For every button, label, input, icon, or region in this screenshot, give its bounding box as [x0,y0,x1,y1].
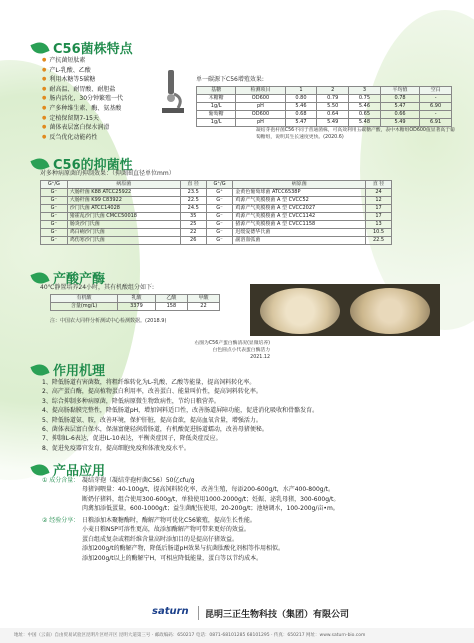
table-row [41,213,392,221]
dosage-lines [82,476,339,514]
table-cell: 35 [180,213,206,221]
table-row [41,189,392,197]
table-cell: 0.79 [317,95,349,103]
section-title-mechanism [32,360,105,379]
experience-line: 蛋白组成复杂或粗纤维含量高时添加目的是提高仔猪效益。 [82,535,239,543]
table-cell: pH [236,103,285,111]
table-cell: 猪源产气荚膜梭菌 A 型 CVCC1158 [233,221,366,229]
experience-lines [82,516,284,563]
section-title-text: 作用机理 [53,364,106,379]
footer-address-bar [0,628,474,643]
table-header-cell: 空白 [420,87,452,95]
table-cell: 5.49 [317,119,349,127]
decomp-table [196,86,452,127]
table-cell: 肠炎沙门氏菌 [67,221,180,229]
mechanism-item: 7、抑制IL-6表达，促进IL-10表达，平衡炎症因子，降低炎症反应。 [42,435,222,443]
table-header-cell: 2 [317,87,349,95]
table-header-row [51,295,220,303]
experience-line: 添加200g/t以上的酶解宁H，可相应降低能量，蛋白等以节约成本。 [82,554,263,562]
table-cell: 大肠杆菌 K99 C83922 [67,197,180,205]
table-cell: 5.46 [285,103,317,111]
experience-line: 小麦日粮NSP可溶性更高，故添加酶解产物可带来更好的效益。 [82,526,250,534]
table-cell: 24.5 [180,205,206,213]
table-header-cell: 病原菌 [233,181,366,189]
dosage-label: ① 成分含量： [42,477,80,484]
section-title-text: 产酸产酶 [53,272,106,287]
table-cell: G⁻ [206,229,233,237]
acid-note: 注：中国农大同样分析测试中心检测数据。(2018.9) [50,318,167,324]
table-cell: 6.91 [420,119,452,127]
table-cell: 5.47 [285,119,317,127]
table-cell: 鸡源产气荚膜梭菌 A 型 CVCC52 [233,197,366,205]
footer-company: 昆明三正生物科技（集团）有限公司 [205,610,350,620]
table-cell: 5.49 [380,119,419,127]
petri-dish-photo [250,284,440,336]
table-cell: 猪霍乱沙门氏菌 CMCC50018 [67,213,180,221]
table-cell: 17 [366,205,392,213]
table-cell: - [420,111,452,119]
feature-item: ● 肠内活化，30分钟繁殖一代 [42,94,192,104]
mechanism-item: 3、综合抑制多种病原菌，降低病原微生物致病性，节约日粮营养。 [42,397,220,405]
table-cell: 0.68 [285,111,317,119]
table-cell: G⁻ [41,237,68,245]
feature-item: ● 菌体表层富白保水润滑 [42,123,192,133]
leaf-icon [30,39,49,56]
table-cell: 含量(mg/L) [51,303,118,311]
table-cell: 3379 [118,303,156,311]
table-row [41,221,392,229]
feature-item: ● 产L-乳酸、乙酸 [42,66,192,76]
table-header-cell: 直 径 [180,181,206,189]
table-cell: 5.47 [380,103,419,111]
table-cell: 0.78 [380,95,419,103]
table-row [41,197,392,205]
table-cell: 副溶血弧菌 [233,237,366,245]
table-cell: 0.75 [349,95,381,103]
mechanism-list [42,378,462,453]
section-title-features [32,38,133,57]
table-cell: 22.5 [366,237,392,245]
table-header-cell: 检测项目 [236,87,285,95]
table-header-cell: 病原菌 [67,181,180,189]
table-cell: 5.46 [349,103,381,111]
feature-item: ● 产抗菌短肽素 [42,56,192,66]
table-row [197,103,452,111]
section-title-text: C56菌株特点 [53,42,133,57]
table-row [51,303,220,311]
table-cell: G⁻ [41,197,68,205]
table-cell: 22 [180,229,206,237]
table-row [41,205,392,213]
table-cell: 0.64 [317,111,349,119]
footer-divider [198,606,199,620]
table-header-row [41,181,392,189]
table-cell: 24 [366,189,392,197]
table-cell: 23.5 [180,189,206,197]
antibac-title: 对多种病原菌的抑制效果：（抑菌圈直径单位mm） [40,170,175,177]
table-cell: G⁻ [206,213,233,221]
decorative-cell-right [360,10,474,330]
feature-item: ● 耐高温、耐胃酸、耐胆盐 [42,85,192,95]
table-header-cell: 3 [349,87,381,95]
mechanism-item: 5、降低肠道氨、胺，改善环境，保护肝脏，提高食欲，提高血氧含量，增强活力。 [42,416,262,424]
table-cell: 鸡伤寒沙门氏菌 [67,237,180,245]
table-header-cell: 平均值 [380,87,419,95]
table-header-row [197,87,452,95]
table-header-cell: 乳酸 [118,295,156,303]
antibac-table [40,180,392,245]
table-cell: OD600 [236,95,285,103]
table-cell: 13 [366,221,392,229]
dosage-line: 母猪饲喂量：40-100g/t，提高饲料转化率，改善生殖，每添200-600g/t，水产400-800g/t。 [82,486,334,494]
feature-item: ● 定植保留期7-15天 [42,114,192,124]
table-cell: 鸡源产气荚膜梭菌 A 型 CVCC1142 [233,213,366,221]
table-header-cell: 直 径 [366,181,392,189]
experience-line: 日粮添加木聚糖酶时，酶解产物可优化C56繁殖，提高生长性能。 [82,517,256,524]
experience-line: 添加200g/t的酶解产物，降低后肠道pH效果与抗菌肽酸化剂相等作用相似。 [82,545,284,553]
table-row [197,95,452,103]
feature-item: ● 产多种维生素、酶、氨基酸 [42,104,192,114]
table-cell: 1g/L [197,103,236,111]
microscope-icon [158,68,186,116]
table-cell: 0.65 [349,111,381,119]
table-cell: G⁺ [206,189,233,197]
table-cell: OD600 [236,111,285,119]
table-cell: 鸡白痢沙门氏菌 [67,229,180,237]
table-cell: 6.90 [420,103,452,111]
table-header-cell: 乙酸 [155,295,187,303]
dosage-line: 凝结芽孢（凝结芽孢杆菌C56）50亿cfu/g [82,477,195,484]
table-cell: 木糖糖 [197,95,236,103]
table-cell: 158 [155,303,187,311]
table-cell: G⁻ [41,213,68,221]
mechanism-item: 4、提高肠黏膜完整性，降低肠道pH，增加饲料适口性，改善肠道屏障功能，促进消化吸收和骨骼发育。 [42,407,319,415]
table-header-cell: 有机酸 [51,295,118,303]
mechanism-item: 1、降低肠道有害菌数，将粗纤维转化为L-乳酸、乙酸等能量，提高饲料转化率。 [42,379,256,386]
table-cell: 0.80 [285,95,317,103]
table-cell: G⁻ [41,229,68,237]
table-cell: pH [236,119,285,127]
table-cell: 1g/L [197,119,236,127]
table-cell: 25 [180,221,206,229]
table-cell: G⁻ [206,237,233,245]
table-row [41,229,392,237]
table-header-cell: 甲酸 [187,295,219,303]
acid-caption: 右图为C56产蛋白酶清况(显微培养) 白色圆点小代表蛋白酶活力 2021.12 [194,341,270,360]
petri-dish-right [350,288,430,334]
table-row [41,237,392,245]
table-cell: 22 [187,303,219,311]
mechanism-item: 6、菌体表层富白保水，保湿富健轻润滑肠道，有机酸促进肠道蠕动，改善母猪便秘。 [42,426,268,434]
section-title-text: C56的抑菌性 [53,158,133,173]
decomp-note: 凝结芽孢杆菌C56不同于普通菌株，可高效利用五碳糖产酸，表中木糖组OD600值显著高于葡萄糖组，说明其生长速度更快。(2020.6) [256,128,455,140]
table-header-cell: 基糖 [197,87,236,95]
experience-label: ② 经验分享： [42,517,80,524]
dosage-line: 断奶仔猪料，组合使用300-600g/t，单独使用1000-2000g/t；妊娠、泌乳母猪，300-600g/t。 [82,495,340,503]
section-title-text: 产品应用 [53,464,106,479]
table-cell: G⁻ [41,221,68,229]
table-cell: G⁻ [206,205,233,213]
table-header-cell: G⁺/G [41,181,68,189]
table-cell: 0.66 [380,111,419,119]
mechanism-item: 8、促进免疫器官发育，提高细胞免疫和体液免疫水平。 [42,444,190,452]
table-cell: - [420,95,452,103]
table-cell: G⁻ [206,197,233,205]
table-header-cell: G⁺/G [206,181,233,189]
table-cell: 12 [366,197,392,205]
footer-logo: saturn [152,606,189,617]
table-cell: 5.48 [349,119,381,127]
feature-item: ● 反刍优化动能药性 [42,133,192,143]
table-row [197,111,452,119]
table-header-cell: 1 [285,87,317,95]
table-cell: 沙门氏菌 ATCC14028 [67,205,180,213]
table-cell: 17 [366,213,392,221]
table-cell: 22.5 [180,197,206,205]
leaf-icon [30,361,49,378]
table-cell: G⁻ [41,189,68,197]
table-cell: G⁻ [41,205,68,213]
acid-table [50,294,220,311]
decomp-title: 单一碳源下C56增殖效果: [196,76,264,83]
table-cell: 26 [180,237,206,245]
dosage-line: 肉禽加添低蛋量，600-1000g/t；益生菌配伍使用，20-200g/t；池塘调水，100-200g/亩•m。 [82,505,339,513]
table-cell: 5.50 [317,103,349,111]
table-cell: 迟缓爱德华氏菌 [233,229,366,237]
table-cell: 鸡源产气荚膜梭菌 A 型 CVCC2027 [233,205,366,213]
table-cell: 葡萄糖 [197,111,236,119]
petri-dish-left [260,288,340,334]
table-cell: 10.5 [366,229,392,237]
footer-address: 地址：中国（云南）自由贸易试验区昆明片区经开区 昆明大道第三号 · 邮政编码：650217 电话：0871-68101285 68101295 · 传真：650217 网址：www.saturn-bio.com [14,633,366,638]
acid-line: 40℃静置培养24小时，其有机酸组分如下: [40,284,155,291]
table-row [197,119,452,127]
table-cell: G⁻ [206,221,233,229]
mechanism-item: 2、高产蛋白酶，提高植物蛋白利用率，改善蛋白、能量叫价性，提高饲料转化率。 [42,388,262,396]
table-cell: 金黄色葡萄球菌 ATCC6538P [233,189,366,197]
table-cell: 大肠杆菌 K88 ATCC25922 [67,189,180,197]
feature-item: ● 利用木糖等5碳糖 [42,75,192,85]
